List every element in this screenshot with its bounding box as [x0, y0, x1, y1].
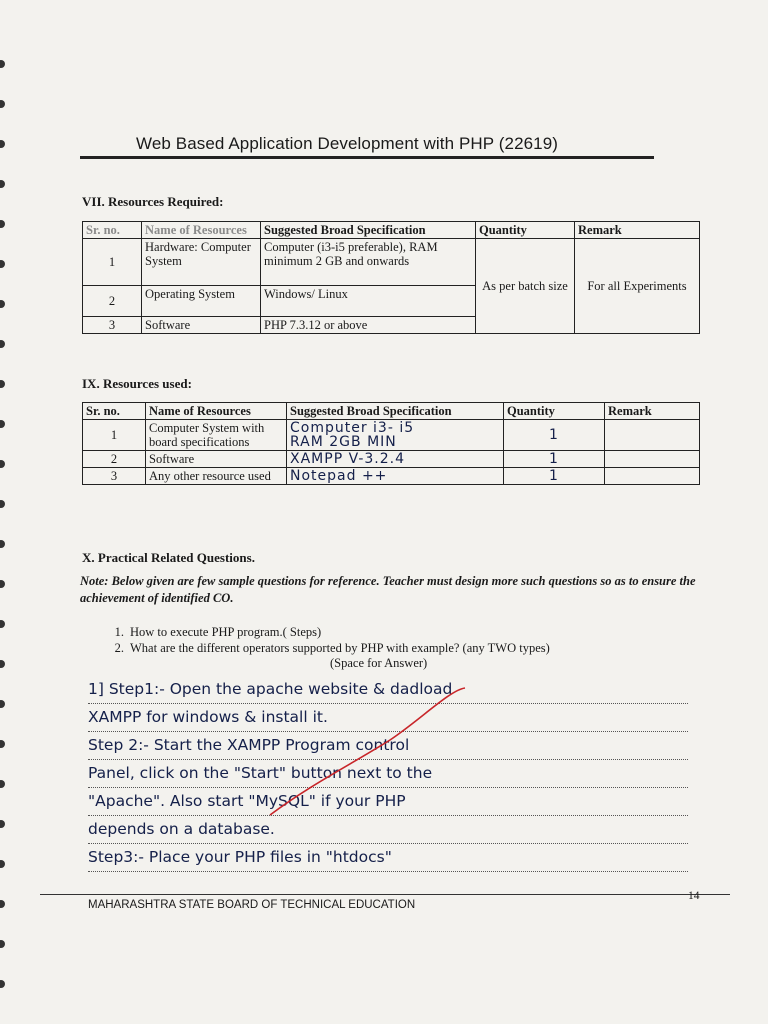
col-sr-no: Sr. no. [83, 403, 146, 420]
cell-remark [605, 468, 700, 485]
cell-name: Any other resource used [146, 468, 287, 485]
page-number: 14 [688, 890, 700, 902]
col-quantity: Quantity [476, 222, 575, 239]
cell-remark [605, 420, 700, 451]
footer-organization: MAHARASHTRA STATE BOARD OF TECHNICAL EDUCATION [88, 899, 416, 911]
cell-sr: 1 [83, 239, 142, 286]
question-item [100, 624, 550, 640]
resources-required-heading: VII. Resources Required: [82, 194, 224, 209]
question-number: 1. [114, 625, 124, 639]
space-for-answer-label: (Space for Answer) [330, 656, 428, 670]
page-title: Web Based Application Development with PHP (22619) [136, 134, 559, 153]
cell-spec: XAMPP V-3.2.4 [287, 451, 504, 468]
header-rule [80, 156, 654, 159]
red-check-mark [250, 680, 510, 820]
col-spec: Suggested Broad Specification [261, 222, 476, 239]
cell-sr: 2 [83, 286, 142, 317]
col-remark: Remark [575, 222, 700, 239]
question-text: How to execute PHP program.( Steps) [130, 625, 322, 639]
cell-name: Software [142, 317, 261, 334]
table-row [83, 468, 700, 485]
handwritten-spec-line: Computer i3- i5 [290, 420, 415, 436]
table-header-row [83, 403, 700, 420]
teacher-note: Note: Below given are few sample questions for reference. Teacher must design more such questions so as to ensure the achievement of identified CO. [80, 574, 696, 605]
cell-quantity: As per batch size [476, 239, 575, 334]
col-name-of-resources: Name of Resources [146, 403, 287, 420]
cell-name: Computer System with board specifications [146, 420, 287, 451]
answer-line: Panel, click on the "Start" button next to the [88, 760, 688, 788]
cell-sr: 1 [83, 420, 146, 451]
cell-quantity: 1 [504, 420, 605, 451]
binding-holes [0, 0, 10, 1024]
col-sr-no: Sr. no. [83, 222, 142, 239]
resources-used-table [82, 402, 700, 485]
cell-remark [605, 451, 700, 468]
answer-line: "Apache". Also start "MySQL" if your PHP [88, 788, 688, 816]
question-text: What are the different operators supported by PHP with example? (any TWO types) [130, 641, 550, 655]
cell-quantity: 1 [504, 468, 605, 485]
cell-quantity: 1 [504, 451, 605, 468]
col-name-of-resources: Name of Resources [142, 222, 261, 239]
question-item [100, 640, 550, 656]
col-quantity: Quantity [504, 403, 605, 420]
answer-line: XAMPP for windows & install it. [88, 704, 688, 732]
cell-sr: 3 [83, 468, 146, 485]
question-list [100, 624, 550, 656]
resources-required-table [82, 221, 700, 334]
cell-spec: Notepad ++ [287, 468, 504, 485]
cell-name: Hardware: Computer System [142, 239, 261, 286]
answer-line: Step3:- Place your PHP files in "htdocs" [88, 844, 688, 872]
handwritten-spec-line: RAM 2GB MIN [290, 434, 397, 450]
cell-remark: For all Experiments [575, 239, 700, 334]
table-header-row [83, 222, 700, 239]
cell-sr: 2 [83, 451, 146, 468]
table-row [83, 420, 700, 451]
answer-line: Step 2:- Start the XAMPP Program control [88, 732, 688, 760]
resources-used-heading: IX. Resources used: [82, 376, 192, 391]
col-remark: Remark [605, 403, 700, 420]
table-row [83, 239, 700, 286]
cell-sr: 3 [83, 317, 142, 334]
cell-spec [287, 420, 504, 451]
cell-name: Operating System [142, 286, 261, 317]
cell-name: Software [146, 451, 287, 468]
cell-spec: PHP 7.3.12 or above [261, 317, 476, 334]
footer-rule [40, 894, 730, 895]
cell-spec: Windows/ Linux [261, 286, 476, 317]
table-row [83, 451, 700, 468]
col-spec: Suggested Broad Specification [287, 403, 504, 420]
cell-spec: Computer (i3-i5 preferable), RAM minimum 2 GB and onwards [261, 239, 476, 286]
answer-line: 1] Step1:- Open the apache website & dadload [88, 676, 688, 704]
question-number: 2. [114, 641, 124, 655]
answer-line: depends on a database. [88, 816, 688, 844]
questions-heading: X. Practical Related Questions. [82, 550, 255, 565]
